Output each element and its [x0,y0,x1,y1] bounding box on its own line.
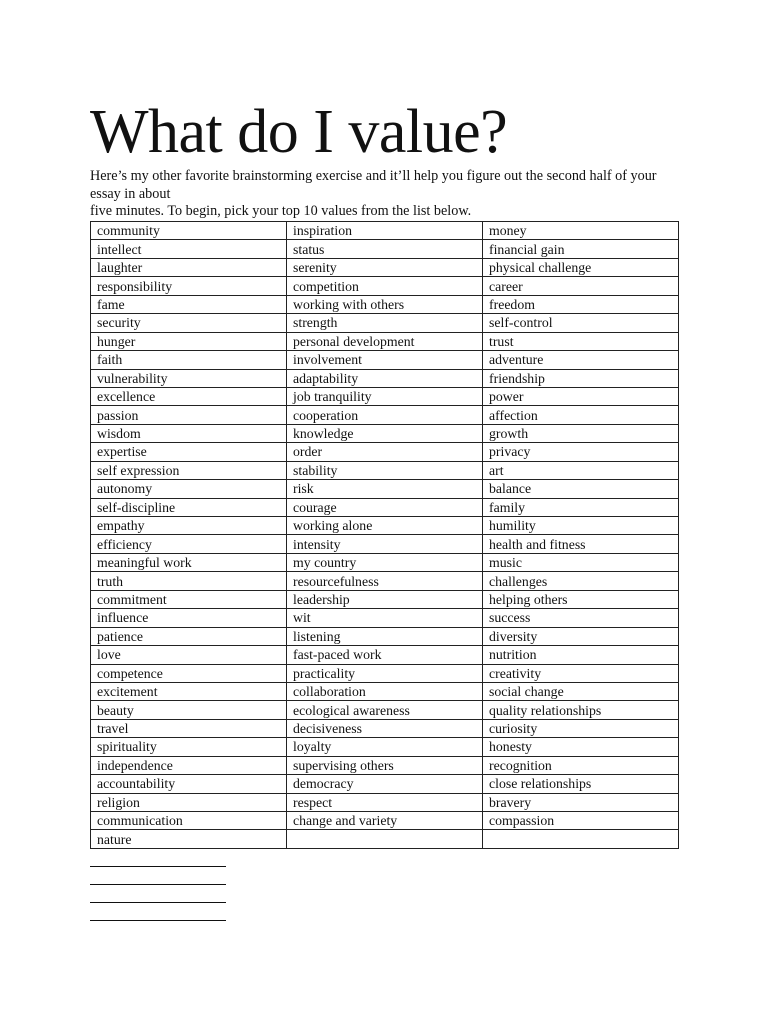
value-cell: job tranquility [287,387,483,405]
value-cell: ecological awareness [287,701,483,719]
value-cell: involvement [287,351,483,369]
value-cell: hunger [91,332,287,350]
value-cell: family [483,498,679,516]
value-cell: music [483,553,679,571]
table-row [91,424,679,442]
value-cell: fast-paced work [287,646,483,664]
value-cell: vulnerability [91,369,287,387]
value-cell: physical challenge [483,258,679,276]
table-row [91,590,679,608]
value-cell: working with others [287,295,483,313]
value-cell: competence [91,664,287,682]
value-cell: knowledge [287,424,483,442]
table-row [91,664,679,682]
value-cell: recognition [483,756,679,774]
value-cell: loyalty [287,738,483,756]
value-cell: patience [91,627,287,645]
value-cell: challenges [483,572,679,590]
value-cell: independence [91,756,287,774]
table-row [91,295,679,313]
value-cell: quality relationships [483,701,679,719]
value-cell [287,830,483,848]
value-cell: wit [287,609,483,627]
value-cell: balance [483,480,679,498]
value-cell: listening [287,627,483,645]
value-cell: faith [91,351,287,369]
value-cell: nature [91,830,287,848]
value-cell: art [483,461,679,479]
value-cell: self-discipline [91,498,287,516]
table-row [91,277,679,295]
value-cell: communication [91,812,287,830]
value-cell: cooperation [287,406,483,424]
values-table [90,221,679,849]
table-row [91,369,679,387]
value-cell: change and variety [287,812,483,830]
table-row [91,812,679,830]
value-cell: travel [91,719,287,737]
value-cell: risk [287,480,483,498]
value-cell: personal development [287,332,483,350]
table-row [91,793,679,811]
value-cell: freedom [483,295,679,313]
value-cell: affection [483,406,679,424]
value-cell: close relationships [483,775,679,793]
answer-line[interactable] [90,884,226,885]
answer-line[interactable] [90,920,226,921]
table-row [91,572,679,590]
table-row [91,461,679,479]
value-cell: love [91,646,287,664]
value-cell: health and fitness [483,535,679,553]
table-row [91,535,679,553]
value-cell: spirituality [91,738,287,756]
answer-lines [90,866,226,938]
value-cell [483,830,679,848]
table-row [91,222,679,240]
value-cell: financial gain [483,240,679,258]
value-cell: adventure [483,351,679,369]
value-cell: growth [483,424,679,442]
value-cell: efficiency [91,535,287,553]
table-row [91,314,679,332]
value-cell: resourcefulness [287,572,483,590]
value-cell: serenity [287,258,483,276]
table-row [91,240,679,258]
intro-line-2: five minutes. To begin, pick your top 10 values from the list below. [90,203,472,219]
table-row [91,682,679,700]
value-cell: leadership [287,590,483,608]
intro-text [90,168,678,221]
table-row [91,738,679,756]
value-cell: courage [287,498,483,516]
value-cell: decisiveness [287,719,483,737]
value-cell: status [287,240,483,258]
table-row [91,701,679,719]
value-cell: intensity [287,535,483,553]
value-cell: religion [91,793,287,811]
value-cell: intellect [91,240,287,258]
page-title: What do I value? [90,98,508,166]
value-cell: self-control [483,314,679,332]
value-cell: creativity [483,664,679,682]
table-row [91,387,679,405]
value-cell: friendship [483,369,679,387]
intro-line-1: Here’s my other favorite brainstorming exercise and it’ll help you figure out the second half of your essay in about [90,168,657,202]
value-cell: success [483,609,679,627]
value-cell: commitment [91,590,287,608]
value-cell: excitement [91,682,287,700]
table-row [91,517,679,535]
value-cell: laughter [91,258,287,276]
value-cell: security [91,314,287,332]
value-cell: supervising others [287,756,483,774]
table-row [91,480,679,498]
value-cell: competition [287,277,483,295]
value-cell: empathy [91,517,287,535]
value-cell: community [91,222,287,240]
value-cell: bravery [483,793,679,811]
value-cell: nutrition [483,646,679,664]
value-cell: strength [287,314,483,332]
value-cell: curiosity [483,719,679,737]
value-cell: career [483,277,679,295]
value-cell: wisdom [91,424,287,442]
value-cell: self expression [91,461,287,479]
answer-line[interactable] [90,902,226,903]
value-cell: accountability [91,775,287,793]
value-cell: money [483,222,679,240]
value-cell: adaptability [287,369,483,387]
answer-line[interactable] [90,866,226,867]
value-cell: beauty [91,701,287,719]
value-cell: diversity [483,627,679,645]
value-cell: practicality [287,664,483,682]
value-cell: helping others [483,590,679,608]
value-cell: fame [91,295,287,313]
table-row [91,627,679,645]
table-row [91,609,679,627]
value-cell: humility [483,517,679,535]
table-row [91,258,679,276]
value-cell: inspiration [287,222,483,240]
value-cell: stability [287,461,483,479]
table-row [91,351,679,369]
table-row [91,775,679,793]
value-cell: autonomy [91,480,287,498]
table-row [91,498,679,516]
values-table-body [91,222,679,849]
value-cell: meaningful work [91,553,287,571]
table-row [91,646,679,664]
value-cell: order [287,443,483,461]
table-row [91,756,679,774]
table-row [91,830,679,848]
value-cell: responsibility [91,277,287,295]
value-cell: social change [483,682,679,700]
value-cell: working alone [287,517,483,535]
value-cell: honesty [483,738,679,756]
value-cell: democracy [287,775,483,793]
table-row [91,719,679,737]
table-row [91,332,679,350]
value-cell: expertise [91,443,287,461]
table-row [91,443,679,461]
value-cell: excellence [91,387,287,405]
value-cell: respect [287,793,483,811]
value-cell: power [483,387,679,405]
value-cell: truth [91,572,287,590]
value-cell: compassion [483,812,679,830]
value-cell: my country [287,553,483,571]
value-cell: passion [91,406,287,424]
table-row [91,406,679,424]
value-cell: privacy [483,443,679,461]
value-cell: influence [91,609,287,627]
table-row [91,553,679,571]
value-cell: collaboration [287,682,483,700]
value-cell: trust [483,332,679,350]
